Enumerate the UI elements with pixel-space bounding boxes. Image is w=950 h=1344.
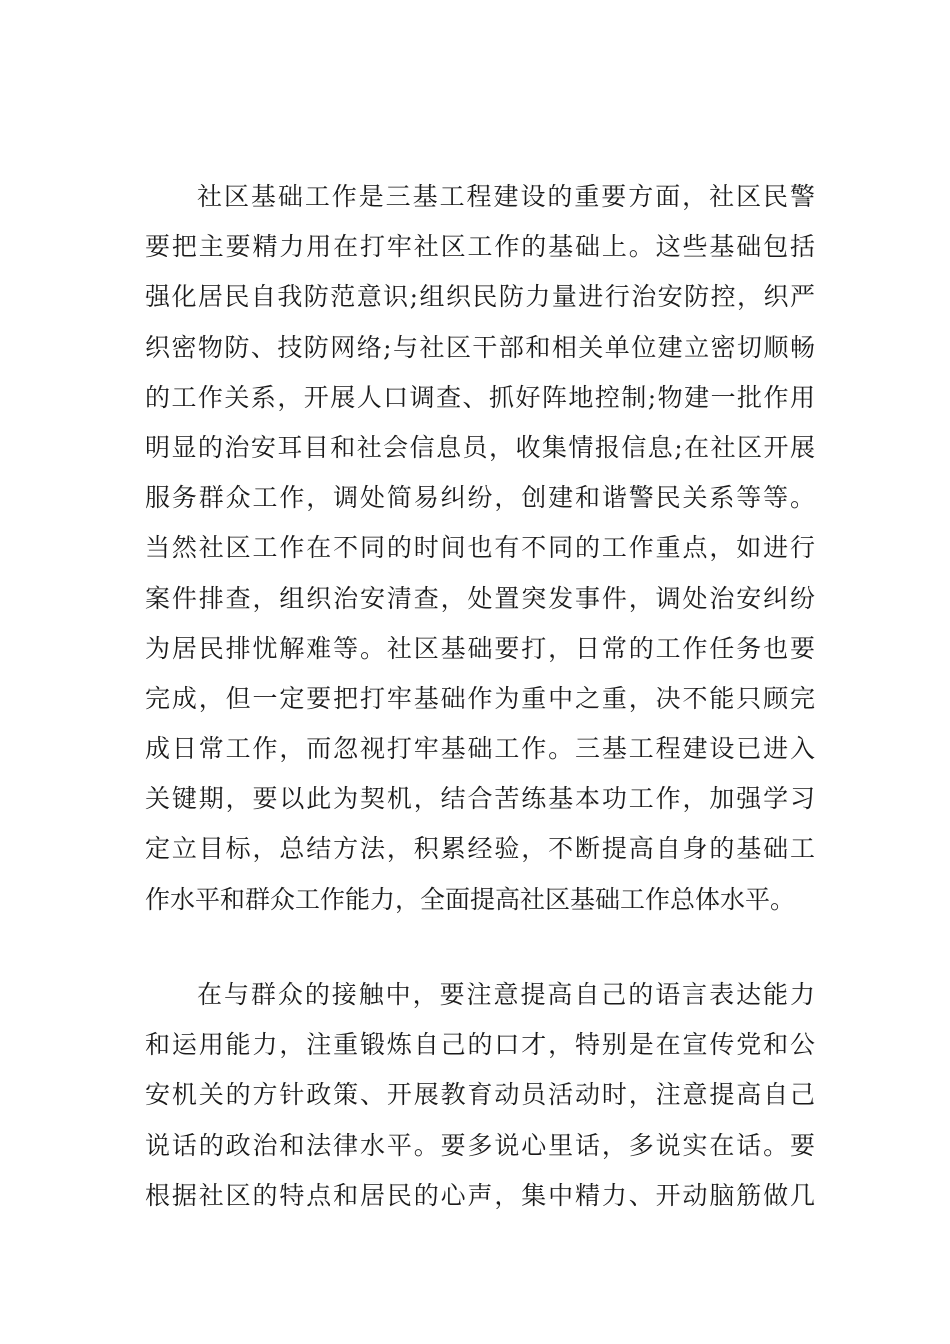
text-line: 明显的治安耳目和社会信息员，收集情报信息;在社区开展: [145, 432, 815, 462]
text-line: 社区基础工作是三基工程建设的重要方面，社区民警: [197, 182, 815, 211]
text-line: 的工作关系，开展人口调查、抓好阵地控制;物建一批作用: [145, 382, 815, 412]
text-line: 织密物防、技防网络;与社区干部和相关单位建立密切顺畅: [145, 332, 815, 362]
paragraph-communication-skills: [145, 970, 815, 1221]
text-line: 成日常工作，而忽视打牢基础工作。三基工程建设已进入: [145, 734, 815, 764]
text-line: 作水平和群众工作能力，全面提高社区基础工作总体水平。: [145, 884, 796, 914]
paragraph-community-foundation: [145, 172, 815, 925]
text-line: 安机关的方针政策、开展教育动员活动时，注意提高自己: [145, 1080, 815, 1110]
text-line: 完成，但一定要把打牢基础作为重中之重，决不能只顾完: [145, 683, 815, 713]
text-line: 在与群众的接触中，要注意提高自己的语言表达能力: [197, 980, 815, 1009]
text-line: 定立目标，总结方法，积累经验，不断提高自身的基础工: [145, 834, 815, 864]
text-line: 为居民排忧解难等。社区基础要打，日常的工作任务也要: [145, 633, 815, 663]
text-line: 关键期，要以此为契机，结合苦练基本功工作，加强学习: [145, 784, 815, 814]
text-line: 根据社区的特点和居民的心声，集中精力、开动脑筋做几: [145, 1180, 815, 1210]
text-line: 案件排查，组织治安清查，处置突发事件，调处治安纠纷: [145, 583, 815, 613]
text-line: 强化居民自我防范意识;组织民防力量进行治安防控，织严: [145, 282, 815, 312]
text-line: 服务群众工作，调处简易纠纷，创建和谐警民关系等等。: [145, 483, 815, 513]
text-line: 要把主要精力用在打牢社区工作的基础上。这些基础包括: [145, 232, 815, 262]
text-line: 和运用能力，注重锻炼自己的口才，特别是在宣传党和公: [145, 1030, 815, 1060]
text-line: 当然社区工作在不同的时间也有不同的工作重点，如进行: [145, 533, 815, 563]
text-line: 说话的政治和法律水平。要多说心里话，多说实在话。要: [145, 1130, 815, 1160]
